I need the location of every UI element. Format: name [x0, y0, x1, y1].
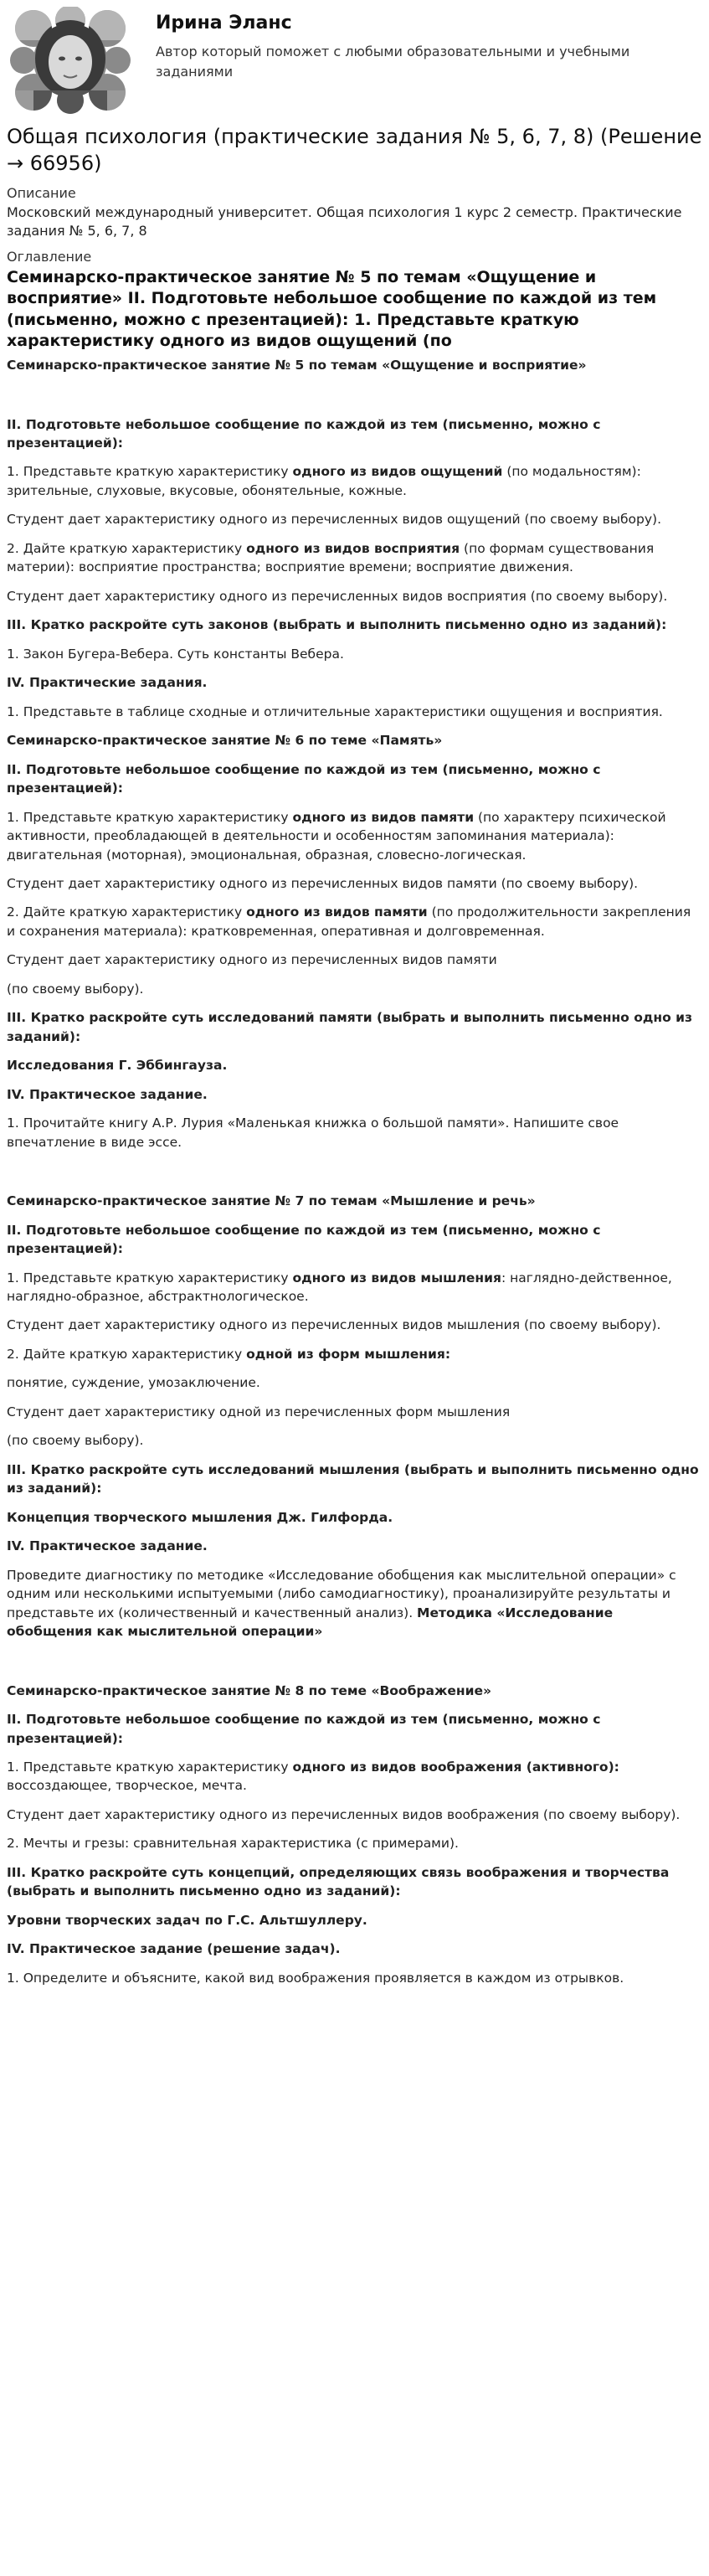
task-item — [7, 1758, 702, 1795]
task-heading: III. Кратко раскройте суть исследований мышления (выбрать и выполнить письменно одно из заданий): — [7, 1461, 699, 1497]
task-item-bold: одного из видов памяти — [246, 904, 428, 920]
avatar[interactable] — [8, 7, 132, 114]
task-item-bold: одного из видов воображения (активного): — [292, 1759, 619, 1775]
task-heading: IV. Практические задания. — [7, 675, 208, 691]
task-item-text: Проведите диагностику по методике «Исследование обобщения как мыслительной операции» с одним или несколькими испытуемыми (либо самодиагностику), проанализируйте результаты и представьте их (количественный и качественный анализ). — [7, 1567, 676, 1620]
task-note: Студент дает характеристику одного из перечисленных видов воображения (по своему выбору). — [7, 1806, 681, 1822]
avatar-image — [8, 7, 132, 114]
toc-label: Оглавление — [7, 249, 92, 265]
research-title: Исследования Г. Эббингауза. — [7, 1058, 228, 1074]
task-item-text: 1. Представьте краткую характеристику — [7, 464, 293, 480]
section-6 — [7, 731, 702, 1151]
section-5 — [7, 356, 702, 721]
task-item-bold: Методика «Исследование обобщения как мыслительной операции» — [7, 1605, 614, 1640]
toc-text: Семинарско-практическое занятие № 5 по темам «Ощущение и восприятие» II. Подготовьте небольшое сообщение по каждой из тем (письменно, можно с презентацией): 1. Представьте краткую характеристику одного из видов ощущений (по — [7, 267, 657, 351]
task-note: Студент дает характеристику одного из перечисленных видов памяти (по своему выбору). — [7, 875, 639, 891]
description-text: Московский международный университет. Общая психология 1 курс 2 семестр. Практические задания № 5, 6, 7, 8 — [7, 204, 682, 239]
task-heading: III. Кратко раскройте суть исследований памяти (выбрать и выполнить письменно одно из заданий): — [7, 1010, 692, 1044]
task-item: понятие, суждение, умозаключение. — [7, 1375, 260, 1391]
task-item-text: (по характеру психической активности, преобладающей в деятельности и особенностям запоминания материала): двигательная (моторная), эмоциональная, образная, словесно-логическая. — [7, 809, 666, 863]
section-7 — [7, 1192, 702, 1641]
task-item-text: (по продолжительности закрепления и сохранения материала): кратковременная, оперативная и долговременная. — [7, 904, 691, 939]
section-heading: Семинарско-практическое занятие № 7 по темам «Мышление и речь» — [7, 1193, 536, 1209]
page-title: Общая психология (практические задания № 5, 6, 7, 8) (Решение → 66956) — [7, 125, 702, 175]
task-note: (по своему выбору). — [7, 1433, 144, 1449]
research-title: Концепция творческого мышления Дж. Гилфорда. — [7, 1509, 393, 1525]
task-item — [7, 903, 702, 940]
task-item — [7, 808, 702, 864]
spacer — [7, 1651, 702, 1682]
task-item — [7, 1269, 702, 1306]
task-item-bold: одного из видов мышления — [292, 1270, 501, 1285]
author-name[interactable]: Ирина Эланс — [156, 13, 292, 33]
task-item-text: 2. Дайте краткую характеристику — [7, 1346, 247, 1362]
task-item-bold: одного из видов памяти — [292, 809, 475, 825]
task-heading: IV. Практическое задание (решение задач). — [7, 1941, 341, 1957]
task-note: Студент дает характеристику одного из перечисленных видов мышления (по своему выбору). — [7, 1317, 661, 1333]
task-item-bold: одного из видов восприятия — [246, 540, 460, 556]
task-heading: II. Подготовьте небольшое сообщение по каждой из тем (письменно, можно с презентацией): — [7, 416, 601, 451]
author-description: Автор который поможет с любыми образовательными и учебными заданиями — [156, 43, 630, 80]
task-heading: IV. Практическое задание. — [7, 1538, 208, 1554]
task-heading: III. Кратко раскройте суть концепций, определяющих связь воображения и творчества (выбрать и выполнить письменно одно из заданий): — [7, 1864, 670, 1899]
task-item-text: 2. Дайте краткую характеристику — [7, 540, 247, 556]
task-heading: II. Подготовьте небольшое сообщение по каждой из тем (письменно, можно с презентацией): — [7, 1712, 601, 1746]
task-heading: III. Кратко раскройте суть законов (выбрать и выполнить письменно одно из заданий): — [7, 617, 667, 633]
task-item-text: 1. Представьте краткую характеристику — [7, 1759, 293, 1775]
section-8 — [7, 1682, 702, 1988]
task-item: 2. Мечты и грезы: сравнительная характеристика (с примерами). — [7, 1836, 459, 1852]
section-heading: Семинарско-практическое занятие № 8 по теме «Воображение» — [7, 1682, 491, 1698]
task-item: 1. Прочитайте книгу А.Р. Лурия «Маленькая книжка о большой памяти». Напишите свое впечатление в виде эссе. — [7, 1115, 619, 1150]
section-heading: Семинарско-практическое занятие № 6 по теме «Память» — [7, 733, 443, 749]
spacer — [7, 1162, 702, 1192]
task-heading: II. Подготовьте небольшое сообщение по каждой из тем (письменно, можно с презентацией): — [7, 761, 601, 796]
task-note: Студент дает характеристику одного из перечисленных видов восприятия (по своему выбору). — [7, 588, 668, 604]
task-item-bold: одной из форм мышления: — [246, 1346, 451, 1362]
section-heading: Семинарско-практическое занятие № 5 по темам «Ощущение и восприятие» — [7, 358, 587, 374]
task-item — [7, 1345, 702, 1363]
task-item — [7, 1566, 702, 1641]
task-item — [7, 462, 702, 500]
task-note: Студент дает характеристику одного из перечисленных видов памяти — [7, 952, 497, 968]
description-label: Описание — [7, 185, 76, 202]
task-note: Студент дает характеристику одной из перечисленных форм мышления — [7, 1404, 511, 1419]
author-header — [7, 5, 702, 122]
task-item — [7, 539, 702, 577]
task-note: Студент дает характеристику одного из перечисленных видов ощущений (по своему выбору). — [7, 512, 662, 528]
task-item-bold: одного из видов ощущений — [292, 464, 503, 480]
task-item-text: : наглядно-действенное, наглядно-образное, абстрактнологическое. — [7, 1270, 672, 1304]
task-item: 1. Представьте в таблице сходные и отличительные характеристики ощущения и восприятия. — [7, 703, 663, 719]
spacer — [7, 385, 702, 415]
task-item-text: (по модальностям): зрительные, слуховые, вкусовые, обонятельные, кожные. — [7, 464, 641, 498]
task-heading: II. Подготовьте небольшое сообщение по каждой из тем (письменно, можно с презентацией): — [7, 1222, 601, 1257]
task-item-text: 2. Дайте краткую характеристику — [7, 904, 247, 920]
task-item: 1. Определите и объясните, какой вид воображения проявляется в каждом из отрывков. — [7, 1970, 624, 1986]
task-item-text: воссоздающее, творческое, мечта. — [7, 1778, 247, 1794]
task-note: (по своему выбору). — [7, 981, 144, 997]
task-item-text: 1. Представьте краткую характеристику — [7, 1270, 293, 1285]
research-title: Уровни творческих задач по Г.С. Альтшуллеру. — [7, 1912, 367, 1928]
task-item-text: 1. Представьте краткую характеристику — [7, 809, 293, 825]
author-info — [156, 10, 675, 82]
task-heading: IV. Практическое задание. — [7, 1086, 208, 1102]
task-item: 1. Закон Бугера-Вебера. Суть константы Вебера. — [7, 646, 344, 662]
task-item-text: (по формам существования материи): восприятие пространства; восприятие времени; восприятие движения. — [7, 540, 655, 575]
